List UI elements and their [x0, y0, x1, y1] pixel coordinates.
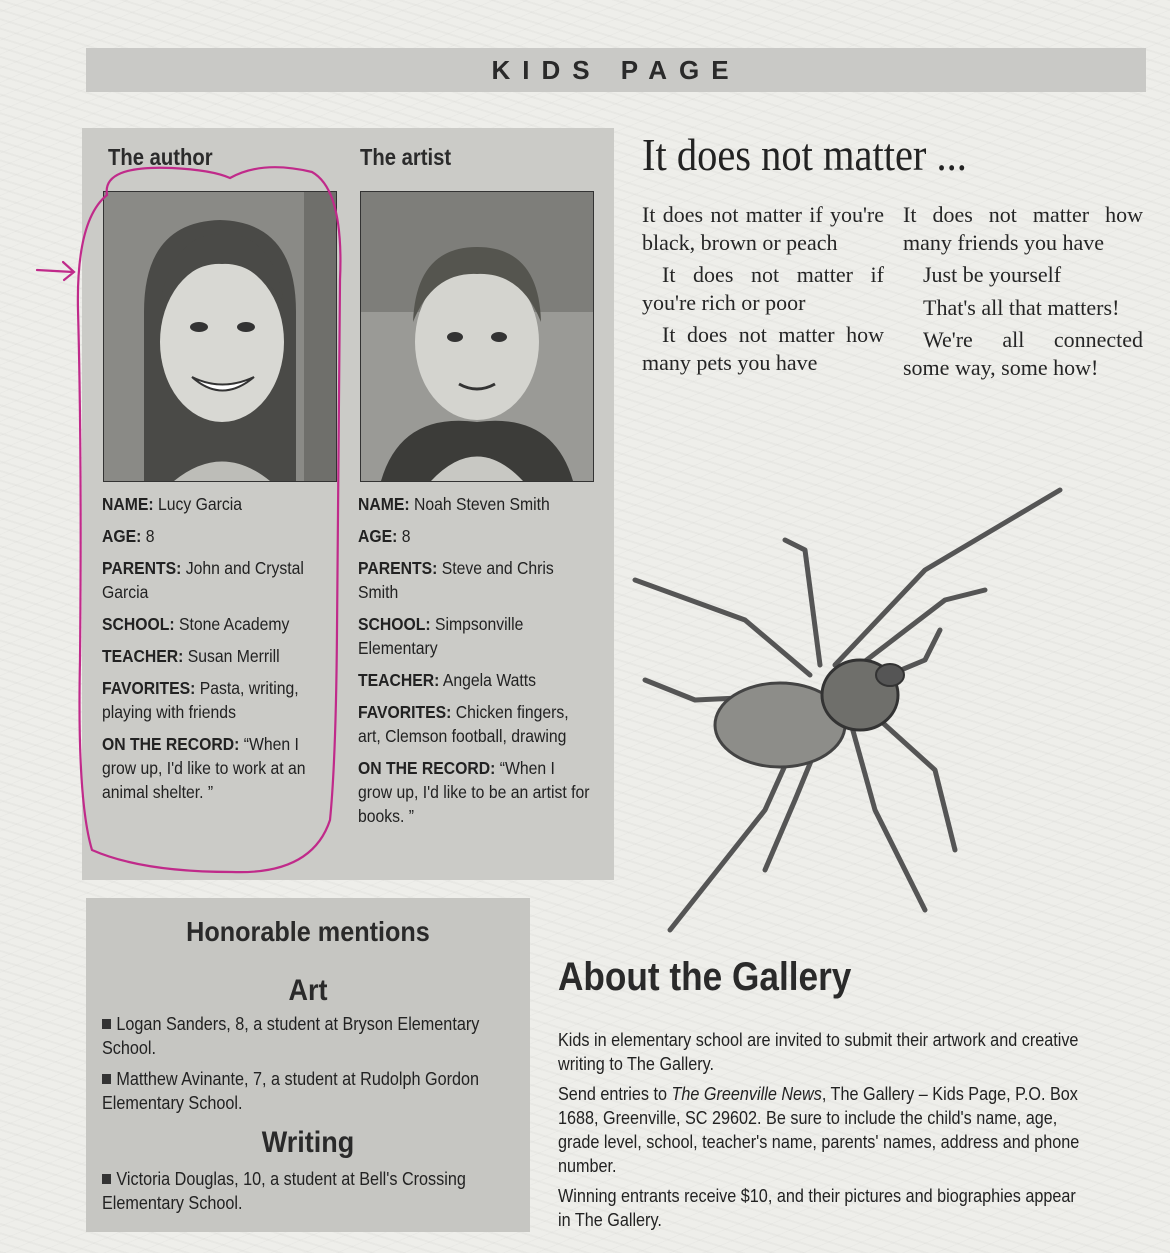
poem-title: It does not matter ... [642, 129, 967, 180]
author-record: “When I grow up, I'd like to work at an animal shelter. ” [102, 734, 306, 802]
author-age-row: AGE: 8 [102, 526, 155, 546]
artist-photo [360, 191, 594, 482]
author-name: Lucy Garcia [158, 494, 243, 514]
about-paragraph-3: Winning entrants receive $10, and their pictures and biographies appear in The Gallery. [558, 1186, 1076, 1230]
art-heading: Art [288, 974, 328, 1007]
writing-entry-1: Victoria Douglas, 10, a student at Bell's Crossing Elementary School. [102, 1169, 466, 1213]
artist-bio [358, 492, 590, 836]
spider-drawing [625, 480, 1065, 940]
author-age: 8 [145, 526, 155, 546]
author-parents-row: PARENTS: John and Crystal Garcia [102, 558, 304, 602]
honorable-mentions-box [86, 898, 530, 1232]
artist-name-row: NAME: Noah Steven Smith [358, 494, 550, 514]
handdrawn-arrow-icon [35, 257, 77, 283]
art-entry-2: Matthew Avinante, 7, a student at Rudolph Gordon Elementary School. [102, 1069, 480, 1113]
artist-teacher-row: TEACHER: Angela Watts [358, 670, 536, 690]
section-title: KIDS PAGE [491, 55, 741, 85]
artist-record: “When I grow up, I'd like to be an artist for books. ” [358, 758, 590, 826]
poem-stanza: It does not matter if you're black, brown or peach [642, 202, 884, 255]
artist-heading: The artist [360, 144, 452, 170]
artist-teacher: Angela Watts [442, 670, 536, 690]
artist-name: Noah Steven Smith [414, 494, 550, 514]
honorable-mentions-title: Honorable mentions [186, 916, 430, 947]
artist-record-row: ON THE RECORD: “When I grow up, I'd like to be an artist for books. ” [358, 758, 590, 826]
poem-stanza: We're all connected some way, some how! [903, 327, 1143, 380]
artist-parents: Steve and Chris Smith [358, 558, 554, 602]
artist-school: Simpsonville Elementary [358, 614, 524, 658]
poem-column-right [903, 201, 1143, 386]
newspaper-name: The Greenville News [671, 1084, 822, 1104]
author-record-row: ON THE RECORD: “When I grow up, I'd like to work at an animal shelter. ” [102, 734, 306, 802]
poem-column-left [642, 201, 884, 381]
poem-stanza: That's all that matters! [923, 294, 1120, 320]
writing-heading: Writing [261, 1126, 355, 1159]
about-paragraph-1: Kids in elementary school are invited to submit their artwork and creative writing to The Gallery. [558, 1030, 1079, 1074]
artist-school-row: SCHOOL: Simpsonville Elementary [358, 614, 524, 658]
author-school-row: SCHOOL: Stone Academy [102, 614, 290, 634]
artist-age: 8 [401, 526, 411, 546]
poem-stanza: It does not matter if you're rich or poor [642, 262, 884, 315]
author-teacher-row: TEACHER: Susan Merrill [102, 646, 280, 666]
kids-page-header [86, 48, 1146, 92]
handdrawn-oval-annotation [62, 160, 362, 880]
bullet-icon [102, 1019, 111, 1029]
about-paragraph-2: Send entries to The Greenville News, The Gallery – Kids Page, P.O. Box 1688, Greenville, SC 29602. Be sure to include the child's name, age, grade level, school, teacher's name, parents' names, address and phone number. [558, 1084, 1080, 1176]
author-heading: The author [108, 144, 213, 170]
poem-stanza: It does not matter how many friends you have [903, 202, 1143, 255]
artist-parents-row: PARENTS: Steve and Chris Smith [358, 558, 554, 602]
author-name-row: NAME: Lucy Garcia [102, 494, 243, 514]
about-gallery-title: About the Gallery [558, 955, 852, 999]
artist-age-row: AGE: 8 [358, 526, 411, 546]
artist-favorites-row: FAVORITES: Chicken fingers, art, Clemson football, drawing [358, 702, 569, 746]
author-favorites: Pasta, writing, playing with friends [102, 678, 299, 722]
author-favorites-row: FAVORITES: Pasta, writing, playing with friends [102, 678, 299, 722]
poem-stanza: Just be yourself [923, 262, 1062, 287]
author-school: Stone Academy [179, 614, 290, 634]
poem-stanza: It does not matter how many pets you have [642, 322, 884, 375]
artist-favorites: Chicken fingers, art, Clemson football, drawing [358, 702, 569, 746]
bullet-icon [102, 1174, 111, 1184]
author-teacher: Susan Merrill [187, 646, 280, 666]
art-entry-1: Logan Sanders, 8, a student at Bryson Elementary School. [102, 1014, 480, 1058]
about-gallery-body [558, 1028, 1089, 1238]
author-parents: John and Crystal Garcia [102, 558, 304, 602]
bullet-icon [102, 1074, 111, 1084]
